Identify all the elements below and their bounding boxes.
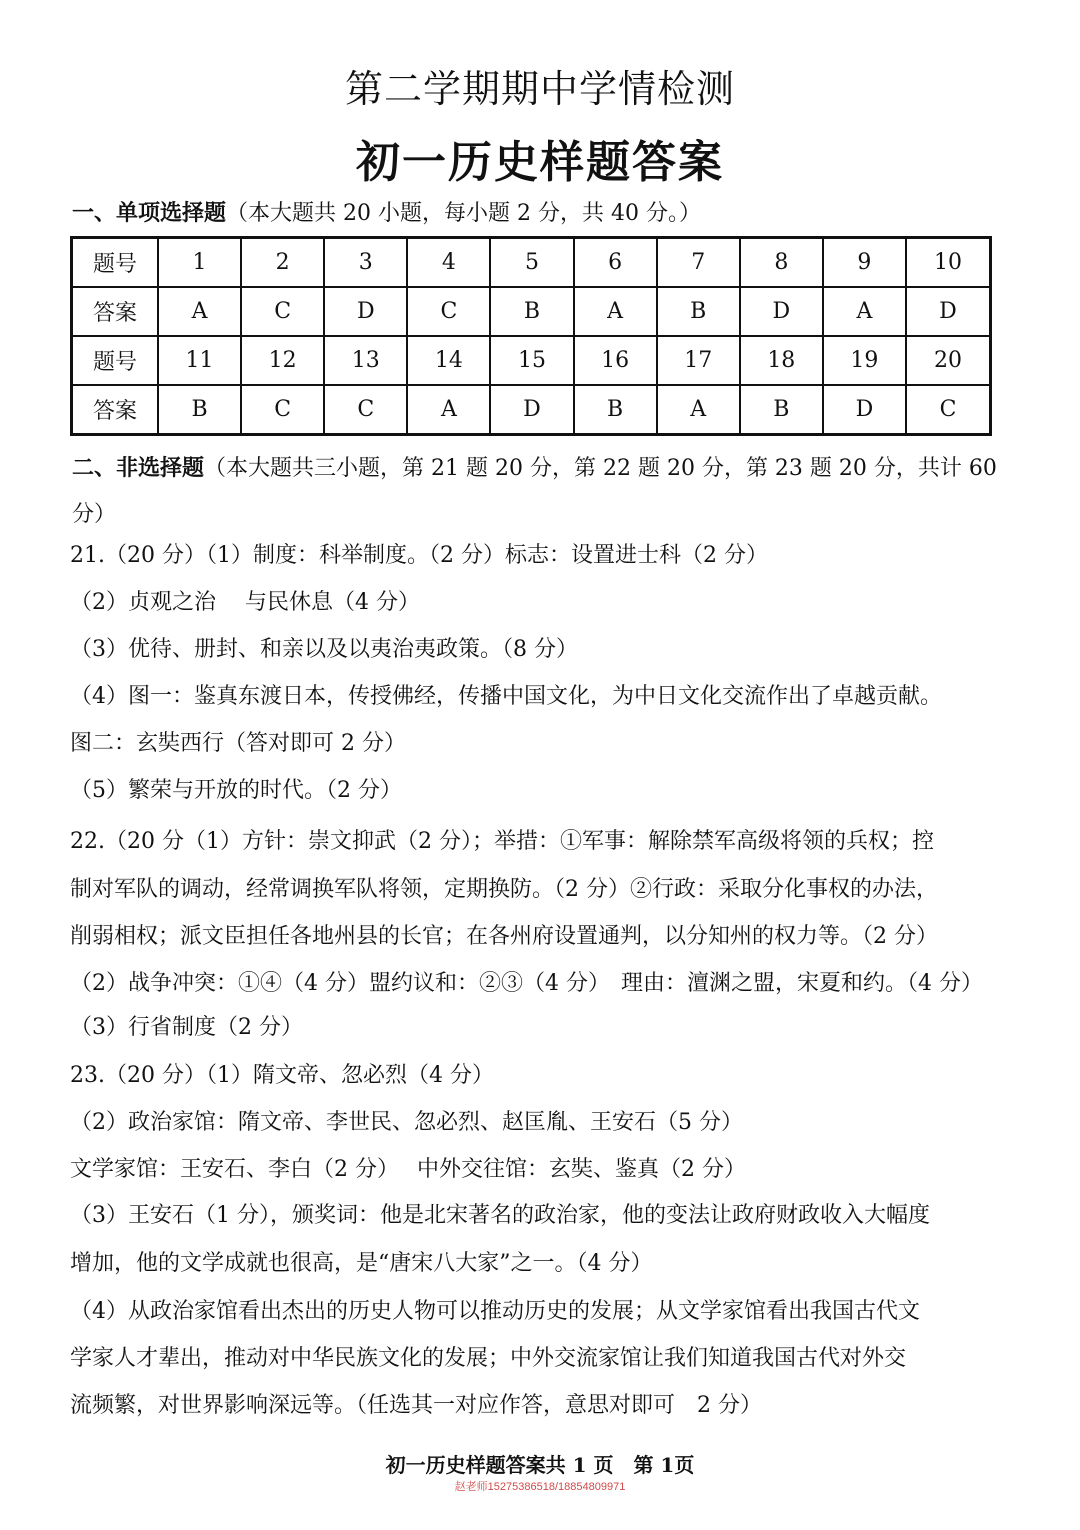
- table-cell: 15: [490, 336, 573, 385]
- table-cell: B: [740, 385, 823, 435]
- table-cell: 13: [324, 336, 407, 385]
- table-cell: C: [241, 385, 324, 435]
- table-cell: 18: [740, 336, 823, 385]
- table-cell: 10: [906, 238, 991, 288]
- answer-line: （2）贞观之治 与民休息（4 分）: [70, 590, 420, 615]
- table-cell: 5: [490, 238, 573, 288]
- answer-line: 学家人才辈出，推动对中华民族文化的发展；中外交流家馆让我们知道我国古代对外交: [70, 1346, 907, 1371]
- table-cell: 7: [657, 238, 740, 288]
- answer-table: [70, 236, 992, 436]
- answer-line: 削弱相权；派文臣担任各地州县的长官；在各州府设置通判，以分知州的权力等。（2 分）: [70, 924, 938, 949]
- page-subtitle: 初一历史样题答案: [356, 137, 724, 188]
- table-cell: 14: [407, 336, 490, 385]
- table-cell: B: [657, 287, 740, 336]
- table-row: [72, 238, 991, 288]
- answer-line: （2）政治家馆：隋文帝、李世民、忽必烈、赵匡胤、王安石（5 分）: [70, 1110, 743, 1135]
- answer-line: 流频繁，对世界影响深远等。（任选其一对应作答，意思对即可 2 分）: [70, 1393, 762, 1418]
- table-cell: C: [324, 385, 407, 435]
- section1-heading: [72, 196, 701, 227]
- table-cell: A: [574, 287, 657, 336]
- section2-label: 二、非选择题: [72, 455, 205, 481]
- row-head: 题号: [72, 336, 159, 385]
- answer-line: （3）行省制度（2 分）: [70, 1015, 303, 1040]
- row-head: 题号: [72, 238, 159, 288]
- table-cell: C: [241, 287, 324, 336]
- table-cell: 4: [407, 238, 490, 288]
- row-head: 答案: [72, 385, 159, 435]
- table-cell: 12: [241, 336, 324, 385]
- table-row: [72, 287, 991, 336]
- page-footer: 初一历史样题答案共 1 页 第 1页: [385, 1453, 695, 1477]
- table-cell: 17: [657, 336, 740, 385]
- table-cell: 1: [158, 238, 241, 288]
- table-cell: A: [823, 287, 906, 336]
- section1-label: 一、单项选择题: [72, 200, 227, 226]
- answer-line: （2）战争冲突：①④（4 分）盟约议和：②③（4 分） 理由：澶渊之盟，宋夏和约。（4 分）: [70, 971, 983, 996]
- answer-line: （5）繁荣与开放的时代。（2 分）: [70, 778, 402, 803]
- answer-line: （3）王安石（1 分），颁奖词：他是北宋著名的政治家，他的变法让政府财政收入大幅度: [70, 1203, 930, 1228]
- table-cell: 16: [574, 336, 657, 385]
- table-cell: 19: [823, 336, 906, 385]
- table-cell: A: [158, 287, 241, 336]
- row-head: 答案: [72, 287, 159, 336]
- table-cell: D: [490, 385, 573, 435]
- table-cell: B: [574, 385, 657, 435]
- table-cell: A: [657, 385, 740, 435]
- table-row: [72, 385, 991, 435]
- table-cell: A: [407, 385, 490, 435]
- answer-line: （4）图一：鉴真东渡日本，传授佛经，传播中国文化，为中日文化交流作出了卓越贡献。: [70, 684, 943, 709]
- table-cell: D: [906, 287, 991, 336]
- table-cell: 9: [823, 238, 906, 288]
- answer-line: 22.（20 分（1）方针：崇文抑武（2 分）；举措：①军事：解除禁军高级将领的兵权；控: [70, 829, 934, 854]
- table-cell: 20: [906, 336, 991, 385]
- table-cell: D: [324, 287, 407, 336]
- section2-note: （本大题共三小题，第 21 题 20 分，第 22 题 20 分，第 23 题 20 分，共计 60 分）: [72, 456, 997, 527]
- table-cell: 11: [158, 336, 241, 385]
- contact-watermark: 赵老师15275386518/18854809971: [454, 1481, 626, 1493]
- table-cell: B: [158, 385, 241, 435]
- section1-note: （本大题共 20 小题，每小题 2 分，共 40 分。）: [226, 201, 701, 226]
- answer-line: 21.（20 分）（1）制度：科举制度。（2 分）标志：设置进士科（2 分）: [70, 543, 768, 568]
- table-cell: 6: [574, 238, 657, 288]
- answer-line: （3）优待、册封、和亲以及以夷治夷政策。（8 分）: [70, 637, 578, 662]
- answer-line: 制对军队的调动，经常调换军队将领，定期换防。（2 分）②行政：采取分化事权的办法，: [70, 877, 938, 902]
- table-cell: D: [740, 287, 823, 336]
- table-cell: 3: [324, 238, 407, 288]
- table-cell: 2: [241, 238, 324, 288]
- section2-heading: [72, 445, 1002, 538]
- answer-line: 图二：玄奘西行（答对即可 2 分）: [70, 731, 406, 756]
- answer-line: 文学家馆：王安石、李白（2 分） 中外交往馆：玄奘、鉴真（2 分）: [70, 1157, 746, 1182]
- table-row: [72, 336, 991, 385]
- answer-line: 增加，他的文学成就也很高，是“唐宋八大家”之一。（4 分）: [70, 1251, 653, 1276]
- page-title: 第二学期期中学情检测: [344, 67, 735, 111]
- table-cell: 8: [740, 238, 823, 288]
- table-cell: C: [407, 287, 490, 336]
- table-cell: D: [823, 385, 906, 435]
- answer-line: 23.（20 分）（1）隋文帝、忽必烈（4 分）: [70, 1063, 494, 1088]
- table-cell: C: [906, 385, 991, 435]
- answer-line: （4）从政治家馆看出杰出的历史人物可以推动历史的发展；从文学家馆看出我国古代文: [70, 1299, 920, 1324]
- table-cell: B: [490, 287, 573, 336]
